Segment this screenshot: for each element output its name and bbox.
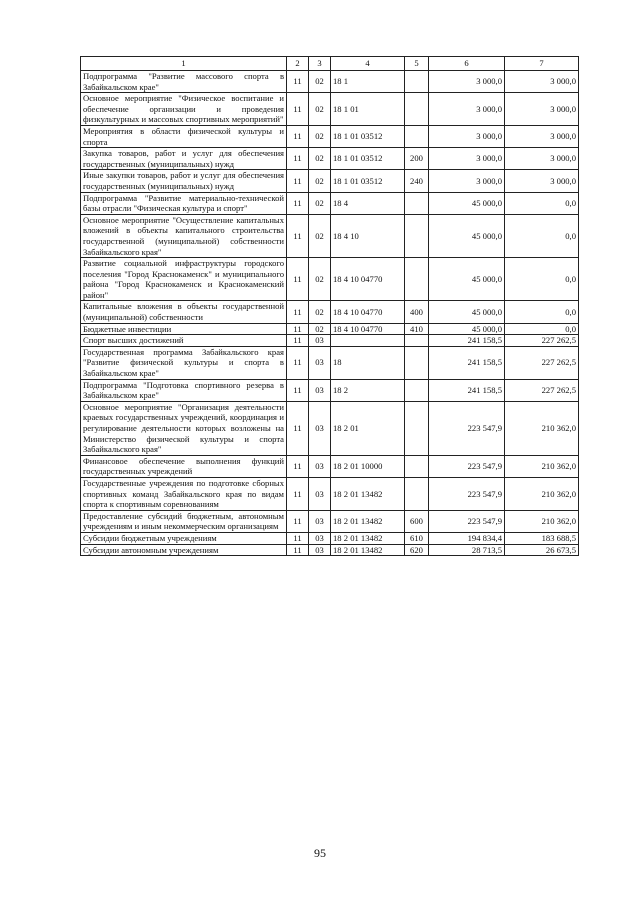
table-row [81, 258, 579, 301]
row-name-cell: Финансовое обеспечение выполнения функций государственных учреждений [81, 455, 287, 477]
section-code-cell: 11 [287, 323, 309, 335]
subsection-code-cell: 03 [309, 401, 331, 455]
section-code-cell: 11 [287, 335, 309, 347]
section-code-cell: 11 [287, 401, 309, 455]
page-number: 95 [314, 846, 326, 860]
row-name-cell: Основное мероприятие "Физическое воспитание и обеспечение организации и проведения физкультурных и массовых спортивных мероприятий" [81, 93, 287, 126]
subsection-code-cell: 02 [309, 214, 331, 257]
amount-year2-cell: 3 000,0 [505, 71, 579, 93]
subsection-code-cell: 03 [309, 477, 331, 510]
expense-type-cell [405, 401, 429, 455]
target-article-cell: 18 4 10 04770 [331, 258, 405, 301]
table-body [81, 71, 579, 556]
expense-type-cell [405, 455, 429, 477]
amount-year1-cell: 241 158,5 [429, 379, 505, 401]
expense-type-cell [405, 93, 429, 126]
table-row [81, 214, 579, 257]
section-code-cell: 11 [287, 301, 309, 323]
target-article-cell [331, 335, 405, 347]
subsection-code-cell: 02 [309, 301, 331, 323]
table-row [81, 301, 579, 323]
expense-type-cell [405, 125, 429, 147]
amount-year2-cell: 0,0 [505, 301, 579, 323]
row-name-cell: Закупка товаров, работ и услуг для обеспечения государственных (муниципальных) нужд [81, 148, 287, 170]
row-name-cell: Подпрограмма "Развитие массового спорта в Забайкальском крае" [81, 71, 287, 93]
subsection-code-cell: 02 [309, 258, 331, 301]
amount-year1-cell: 223 547,9 [429, 510, 505, 532]
target-article-cell: 18 1 01 03512 [331, 148, 405, 170]
amount-year2-cell: 3 000,0 [505, 125, 579, 147]
subsection-code-cell: 02 [309, 71, 331, 93]
row-name-cell: Субсидии автономным учреждениям [81, 544, 287, 556]
column-header: 1 [81, 57, 287, 71]
subsection-code-cell: 02 [309, 170, 331, 192]
column-header: 5 [405, 57, 429, 71]
target-article-cell: 18 1 01 [331, 93, 405, 126]
target-article-cell: 18 [331, 346, 405, 379]
expense-type-cell: 400 [405, 301, 429, 323]
section-code-cell: 11 [287, 532, 309, 544]
subsection-code-cell: 02 [309, 323, 331, 335]
expense-type-cell: 620 [405, 544, 429, 556]
table-row [81, 71, 579, 93]
amount-year1-cell: 45 000,0 [429, 323, 505, 335]
subsection-code-cell: 03 [309, 346, 331, 379]
column-header: 6 [429, 57, 505, 71]
amount-year2-cell: 3 000,0 [505, 148, 579, 170]
target-article-cell: 18 2 01 [331, 401, 405, 455]
budget-table [80, 56, 579, 556]
amount-year1-cell: 3 000,0 [429, 125, 505, 147]
amount-year2-cell: 0,0 [505, 214, 579, 257]
amount-year2-cell: 3 000,0 [505, 170, 579, 192]
section-code-cell: 11 [287, 125, 309, 147]
amount-year2-cell: 210 362,0 [505, 477, 579, 510]
table-row [81, 455, 579, 477]
expense-type-cell: 200 [405, 148, 429, 170]
section-code-cell: 11 [287, 379, 309, 401]
section-code-cell: 11 [287, 170, 309, 192]
subsection-code-cell: 03 [309, 379, 331, 401]
amount-year1-cell: 45 000,0 [429, 192, 505, 214]
target-article-cell: 18 1 01 03512 [331, 125, 405, 147]
row-name-cell: Субсидии бюджетным учреждениям [81, 532, 287, 544]
target-article-cell: 18 1 [331, 71, 405, 93]
row-name-cell: Капитальные вложения в объекты государственной (муниципальной) собственности [81, 301, 287, 323]
amount-year2-cell: 210 362,0 [505, 510, 579, 532]
expense-type-cell [405, 258, 429, 301]
expense-type-cell [405, 379, 429, 401]
row-name-cell: Иные закупки товаров, работ и услуг для обеспечения государственных (муниципальных) нужд [81, 170, 287, 192]
subsection-code-cell: 03 [309, 532, 331, 544]
section-code-cell: 11 [287, 477, 309, 510]
amount-year1-cell: 194 834,4 [429, 532, 505, 544]
table-row [81, 192, 579, 214]
amount-year2-cell: 210 362,0 [505, 455, 579, 477]
table-row [81, 335, 579, 347]
section-code-cell: 11 [287, 192, 309, 214]
subsection-code-cell: 02 [309, 192, 331, 214]
section-code-cell: 11 [287, 510, 309, 532]
table-row [81, 125, 579, 147]
expense-type-cell: 410 [405, 323, 429, 335]
section-code-cell: 11 [287, 214, 309, 257]
target-article-cell: 18 1 01 03512 [331, 170, 405, 192]
target-article-cell: 18 2 01 13482 [331, 477, 405, 510]
table-row [81, 148, 579, 170]
subsection-code-cell: 03 [309, 510, 331, 532]
section-code-cell: 11 [287, 148, 309, 170]
amount-year2-cell: 0,0 [505, 192, 579, 214]
table-row [81, 93, 579, 126]
row-name-cell: Подпрограмма "Подготовка спортивного резерва в Забайкальском крае" [81, 379, 287, 401]
table-row [81, 346, 579, 379]
expense-type-cell [405, 71, 429, 93]
expense-type-cell: 610 [405, 532, 429, 544]
section-code-cell: 11 [287, 71, 309, 93]
row-name-cell: Государственная программа Забайкальского края "Развитие физической культуры и спорта в Забайкальском крае" [81, 346, 287, 379]
amount-year2-cell: 210 362,0 [505, 401, 579, 455]
section-code-cell: 11 [287, 544, 309, 556]
expense-type-cell [405, 346, 429, 379]
subsection-code-cell: 02 [309, 125, 331, 147]
amount-year1-cell: 45 000,0 [429, 258, 505, 301]
table-row [81, 170, 579, 192]
amount-year1-cell: 223 547,9 [429, 455, 505, 477]
target-article-cell: 18 2 01 13482 [331, 532, 405, 544]
expense-type-cell: 240 [405, 170, 429, 192]
row-name-cell: Подпрограмма "Развитие материально-технической базы отрасли "Физическая культура и спорт" [81, 192, 287, 214]
amount-year1-cell: 3 000,0 [429, 71, 505, 93]
target-article-cell: 18 2 01 10000 [331, 455, 405, 477]
target-article-cell: 18 2 01 13482 [331, 510, 405, 532]
amount-year1-cell: 28 713,5 [429, 544, 505, 556]
row-name-cell: Развитие социальной инфраструктуры городского поселения "Город Краснокаменск" и муниципального района "Город Краснокаменск и Краснокаменский район" [81, 258, 287, 301]
amount-year2-cell: 183 688,5 [505, 532, 579, 544]
target-article-cell: 18 4 10 04770 [331, 323, 405, 335]
target-article-cell: 18 4 [331, 192, 405, 214]
column-header: 7 [505, 57, 579, 71]
expense-type-cell [405, 477, 429, 510]
subsection-code-cell: 03 [309, 335, 331, 347]
subsection-code-cell: 03 [309, 544, 331, 556]
row-name-cell: Основное мероприятие "Организация деятельности краевых государственных учреждений, координация и регулирование деятельности которых возложены на Министерство физической культуры и спорта Забайкальского края" [81, 401, 287, 455]
table-row [81, 532, 579, 544]
amount-year2-cell: 26 673,5 [505, 544, 579, 556]
column-header: 3 [309, 57, 331, 71]
amount-year1-cell: 3 000,0 [429, 93, 505, 126]
header-row [81, 57, 579, 71]
row-name-cell: Мероприятия в области физической культуры и спорта [81, 125, 287, 147]
amount-year2-cell: 0,0 [505, 323, 579, 335]
table-row [81, 544, 579, 556]
section-code-cell: 11 [287, 346, 309, 379]
expense-type-cell [405, 335, 429, 347]
table-row [81, 510, 579, 532]
subsection-code-cell: 02 [309, 93, 331, 126]
expense-type-cell [405, 214, 429, 257]
amount-year2-cell: 0,0 [505, 258, 579, 301]
expense-type-cell: 600 [405, 510, 429, 532]
amount-year1-cell: 241 158,5 [429, 346, 505, 379]
row-name-cell: Предоставление субсидий бюджетным, автономным учреждениям и иным некоммерческим организациям [81, 510, 287, 532]
row-name-cell: Основное мероприятие "Осуществление капитальных вложений в объекты капитального строительства государственной (муниципальной) собственности Забайкальского края" [81, 214, 287, 257]
section-code-cell: 11 [287, 258, 309, 301]
section-code-cell: 11 [287, 455, 309, 477]
row-name-cell: Бюджетные инвестиции [81, 323, 287, 335]
amount-year2-cell: 227 262,5 [505, 335, 579, 347]
subsection-code-cell: 02 [309, 148, 331, 170]
table-row [81, 379, 579, 401]
target-article-cell: 18 2 01 13482 [331, 544, 405, 556]
amount-year1-cell: 241 158,5 [429, 335, 505, 347]
amount-year1-cell: 223 547,9 [429, 477, 505, 510]
row-name-cell: Спорт высших достижений [81, 335, 287, 347]
target-article-cell: 18 4 10 [331, 214, 405, 257]
column-header: 4 [331, 57, 405, 71]
amount-year1-cell: 3 000,0 [429, 148, 505, 170]
expense-type-cell [405, 192, 429, 214]
subsection-code-cell: 03 [309, 455, 331, 477]
section-code-cell: 11 [287, 93, 309, 126]
target-article-cell: 18 2 [331, 379, 405, 401]
table-row [81, 477, 579, 510]
amount-year1-cell: 45 000,0 [429, 301, 505, 323]
amount-year2-cell: 227 262,5 [505, 346, 579, 379]
amount-year1-cell: 3 000,0 [429, 170, 505, 192]
amount-year2-cell: 3 000,0 [505, 93, 579, 126]
table-row [81, 323, 579, 335]
target-article-cell: 18 4 10 04770 [331, 301, 405, 323]
column-header: 2 [287, 57, 309, 71]
amount-year2-cell: 227 262,5 [505, 379, 579, 401]
row-name-cell: Государственные учреждения по подготовке сборных спортивных команд Забайкальского края по видам спорта к спортивным соревнованиям [81, 477, 287, 510]
amount-year1-cell: 45 000,0 [429, 214, 505, 257]
table-row [81, 401, 579, 455]
amount-year1-cell: 223 547,9 [429, 401, 505, 455]
